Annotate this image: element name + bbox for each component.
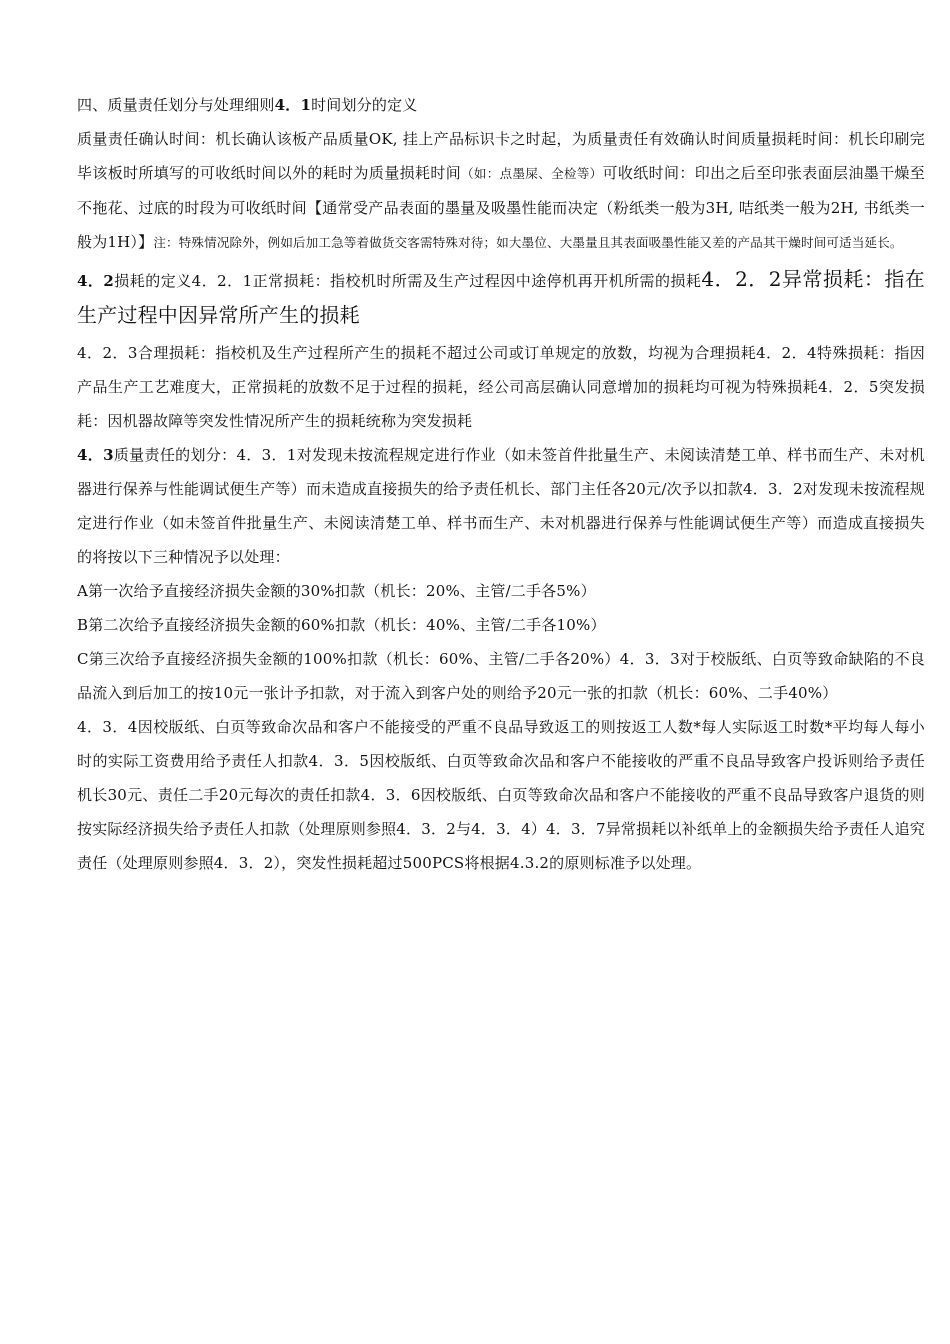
list-item-b: B第二次给予直接经济损失金额的60%扣款（机长：40%、主管/二手各10%） <box>77 616 606 634</box>
heading-subtitle: 时间划分的定义 <box>311 96 418 114</box>
list-item-a: A第一次给予直接经济损失金额的30%扣款（机长：20%、主管/二手各5%） <box>77 582 596 600</box>
heading-text: 四、质量责任划分与处理细则 <box>77 96 275 114</box>
paragraph-loss-types: 4．2．3合理损耗：指校机及生产过程所产生的损耗不超过公司或订单规定的放数，均视为合理损耗4．2．4特殊损耗：指因产品生产工艺难度大，正常损耗的放数不足于过程的损耗，经公司高层确认同意增加的损耗均可视为特殊损耗4．2．5突发损耗：因机器故障等突发性情况所产生的损耗统称为突发损耗 <box>77 344 925 430</box>
list-item-c: C第三次给予直接经济损失金额的100%扣款（机长：60%、主管/二手各20%）4．3．3对于校版纸、白页等致命缺陷的不良品流入到后加工的按10元一张计予扣款，对于流入到客户处的则给予20元一张的扣款（机长：60%、二手40%） <box>77 650 925 702</box>
paragraph-penalties: 4．3．4因校版纸、白页等致命次品和客户不能接受的严重不良品导致返工的则按返工人数*每人实际返工时数*平均每人每小时的实际工资费用给予责任人扣款4．3．5因校版纸、白页等致命次品和客户不能接收的严重不良品导致客户投诉则给予责任机长30元、责任二手20元每次的责任扣款4．3．6因校版纸、白页等致命次品和客户不能接收的严重不良品导致客户退货的则按实际经济损失给予责任人扣款（处理原则参照4．3．2与4．3．4）4．3．7异常损耗以补纸单上的金额损失给予责任人追究责任（处理原则参照4．3．2），突发性损耗超过500PCS将根据4.3.2的原则标准予以处理。 <box>77 718 925 872</box>
paragraph-responsibility <box>77 438 925 574</box>
paragraph-time-definitions <box>77 122 925 260</box>
section-heading <box>77 88 925 122</box>
section-number: 4．2 <box>77 272 115 290</box>
paragraph-note-special: 注：特殊情况除外，例如后加工急等着做货交客需特殊对待；如大墨位、大墨量且其表面吸墨性能又差的产品其干燥时间可适当延长。 <box>153 235 903 250</box>
section-number: 4．3 <box>77 446 114 464</box>
paragraph-note: （如：点墨屎、全检等） <box>461 166 603 181</box>
paragraph-text: 质量责任确认时间：机长确认该板产品质量OK, 挂上产品标识卡之时起，为质量责任有效确认时间质量损耗时间：机长印刷完毕该板时所填写的可收纸时间以外的耗时为质量损耗时间 <box>77 130 925 182</box>
paragraph-text-continued: 可收纸时间：印出之后至印张表面层油墨干燥至不拖花、过底的时段为可收纸时间【通常受产品表面的墨量及吸墨性能而决定（粉纸类一般为3H, 咭纸类一般为2H, 书纸类一般为1H）】 <box>77 164 925 251</box>
paragraph-large-text: 4．2．2异常损耗：指在生产过程中因异常所产生的损耗 <box>77 267 926 327</box>
paragraph-text: 损耗的定义4．2．1正常损耗：指校机时所需及生产过程因中途停机再开机所需的损耗 <box>114 272 702 290</box>
document-body <box>77 88 925 880</box>
paragraph-loss-definitions <box>77 262 925 334</box>
paragraph-text: 质量责任的划分：4．3．1对发现未按流程规定进行作业（如未签首件批量生产、未阅读清楚工单、样书而生产、未对机器进行保养与性能调试便生产等）而未造成直接损失的给予责任机长、部门主任各20元/次予以扣款4．3．2对发现未按流程规定进行作业（如未签首件批量生产、未阅读清楚工单、样书而生产、未对机器进行保养与性能调试便生产等）而造成直接损失的将按以下三种情况予以处理： <box>77 446 925 566</box>
heading-number: 4．1 <box>274 96 312 114</box>
